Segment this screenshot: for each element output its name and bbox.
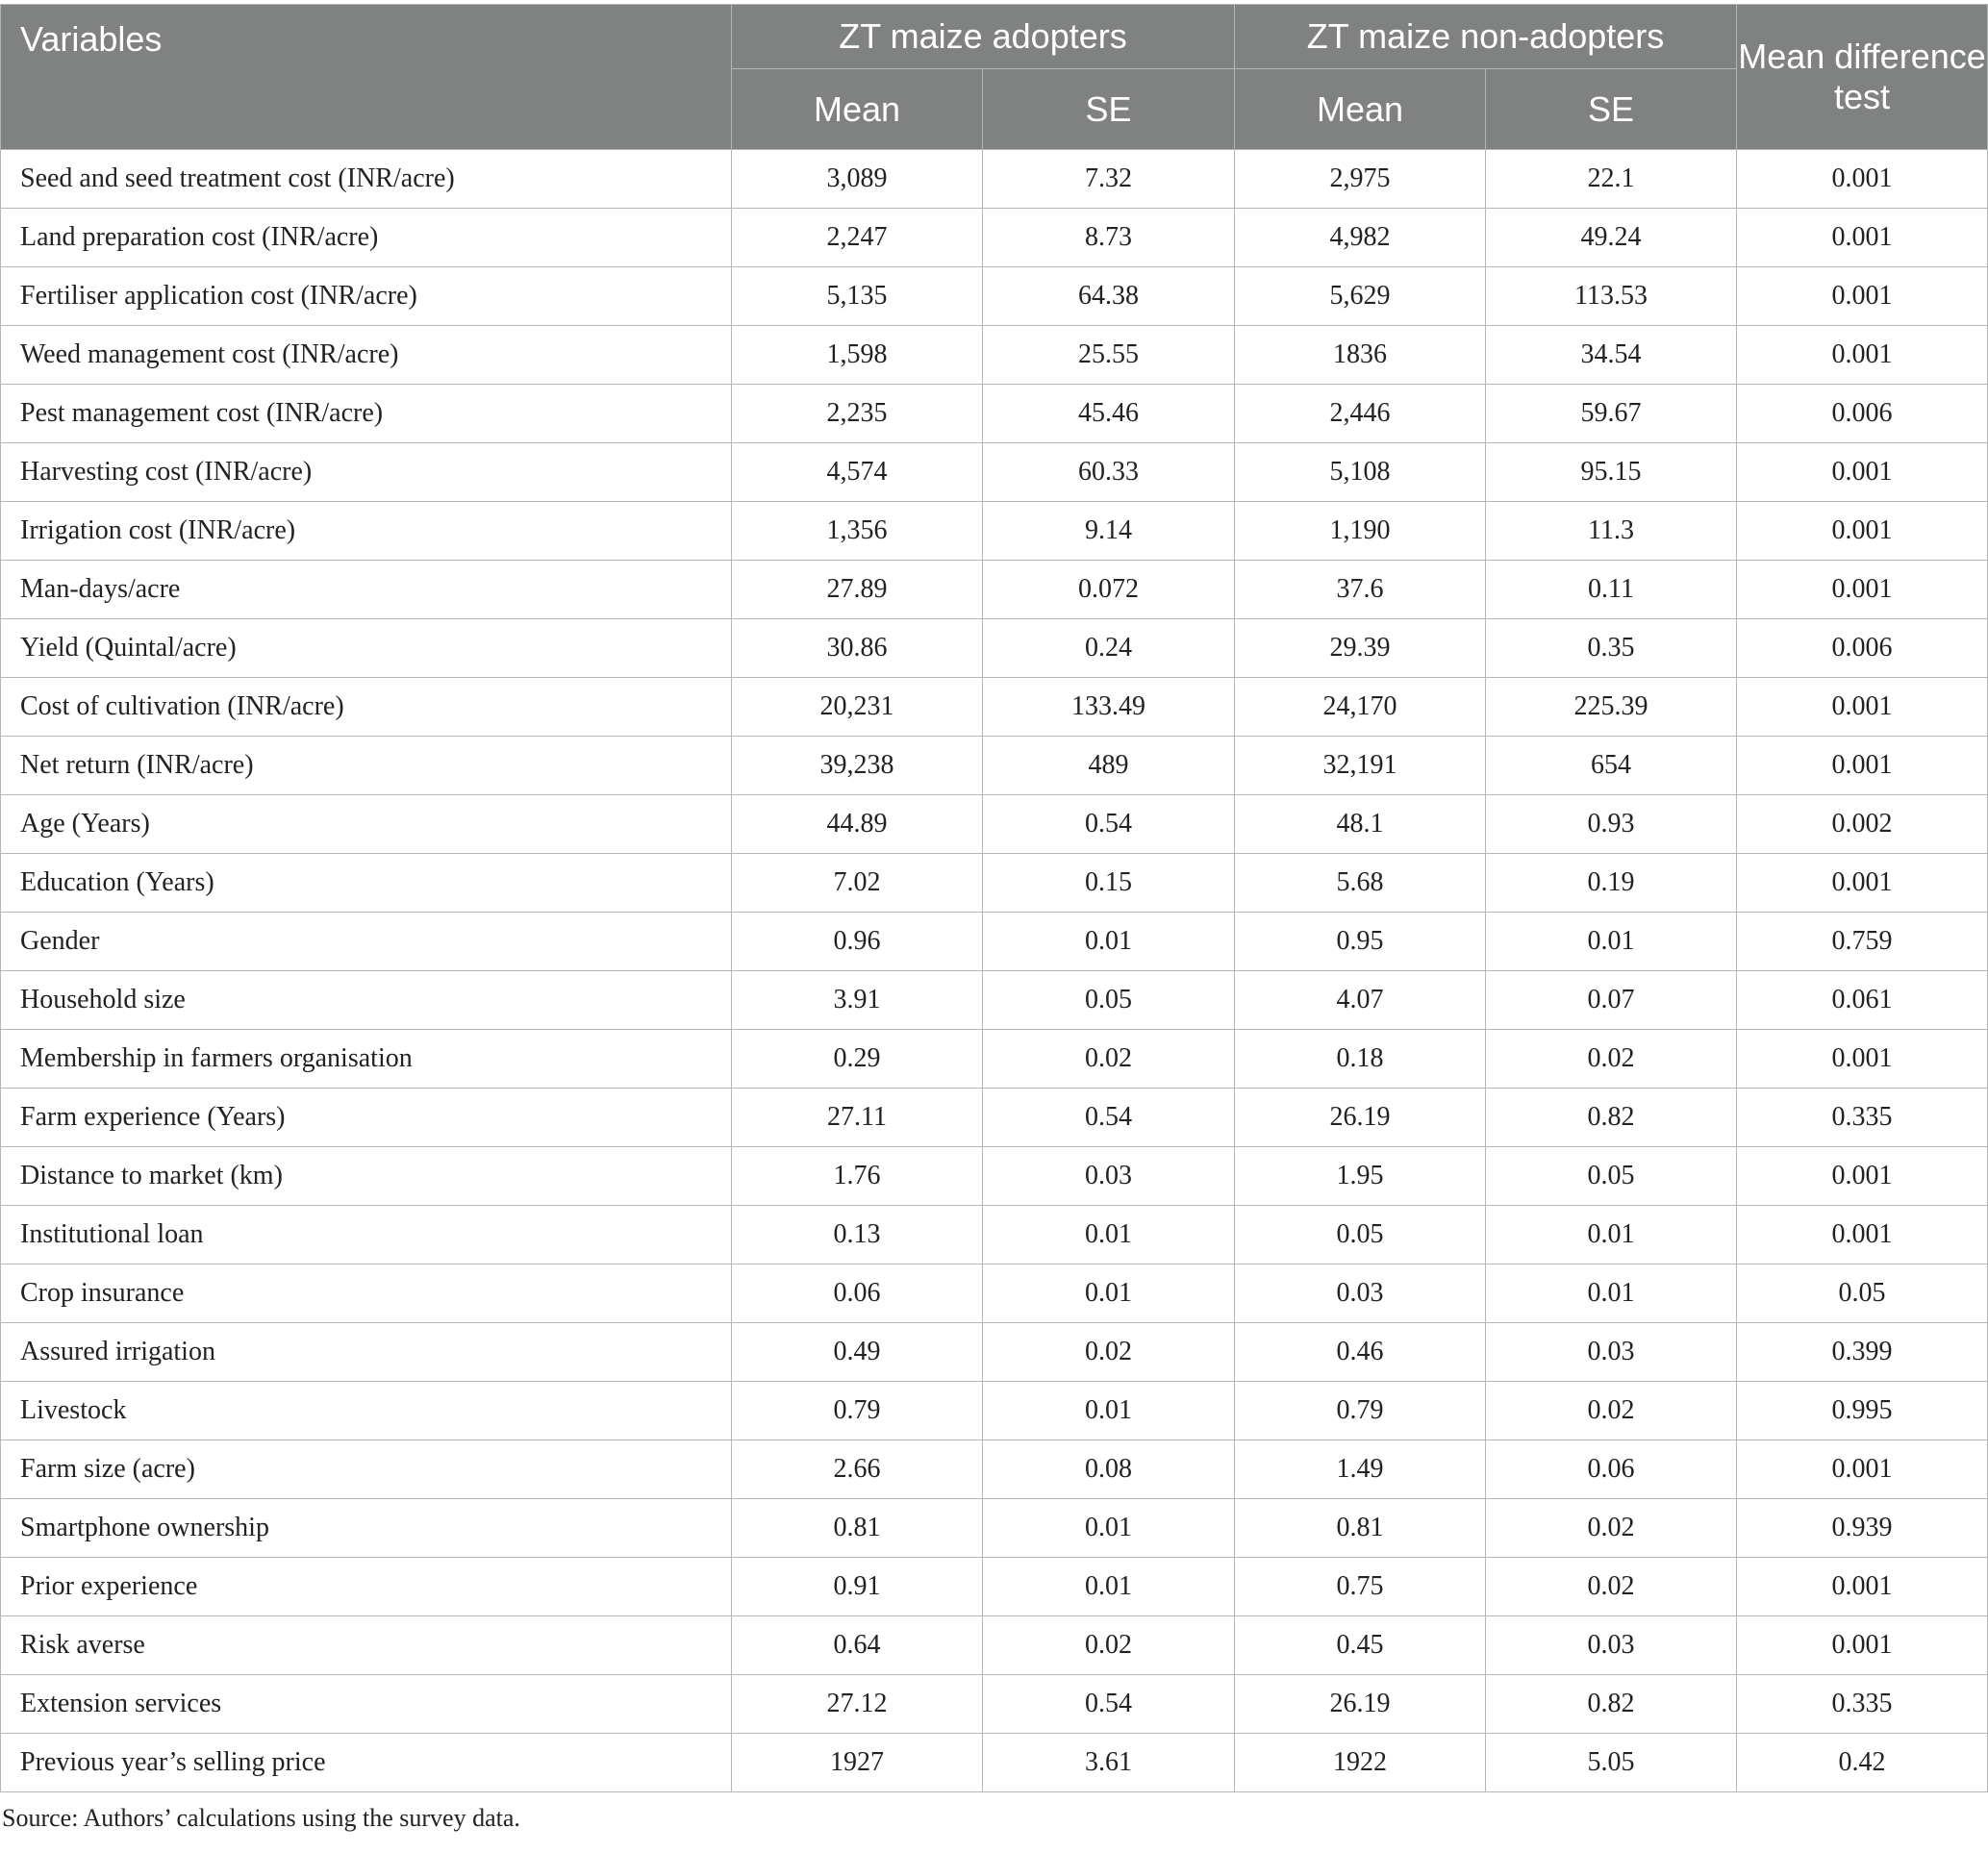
cell-variable: Cost of cultivation (INR/acre) — [1, 678, 732, 737]
cell-non-adopters-mean: 0.75 — [1235, 1558, 1486, 1616]
table-row — [1, 1734, 1988, 1792]
header-adopters-mean: Mean — [732, 69, 983, 150]
table-row — [1, 1206, 1988, 1265]
cell-non-adopters-se: 0.02 — [1486, 1558, 1737, 1616]
source-note: Source: Authors’ calculations using the survey data. — [2, 1804, 520, 1832]
cell-non-adopters-se: 0.02 — [1486, 1382, 1737, 1440]
cell-variable: Yield (Quintal/acre) — [1, 619, 732, 678]
table-row — [1, 1440, 1988, 1499]
cell-adopters-se: 0.01 — [983, 1499, 1235, 1558]
cell-adopters-mean: 30.86 — [732, 619, 983, 678]
cell-non-adopters-se: 0.93 — [1486, 795, 1737, 854]
header-variables: Variables — [1, 5, 732, 150]
cell-non-adopters-mean: 2,975 — [1235, 150, 1486, 209]
header-non-adopters-se: SE — [1486, 69, 1737, 150]
cell-variable: Assured irrigation — [1, 1323, 732, 1382]
cell-adopters-mean: 27.89 — [732, 561, 983, 619]
cell-adopters-mean: 1927 — [732, 1734, 983, 1792]
cell-non-adopters-se: 225.39 — [1486, 678, 1737, 737]
cell-adopters-mean: 2,235 — [732, 385, 983, 443]
cell-adopters-mean: 0.13 — [732, 1206, 983, 1265]
cell-non-adopters-se: 0.01 — [1486, 1206, 1737, 1265]
cell-variable: Age (Years) — [1, 795, 732, 854]
cell-adopters-se: 0.02 — [983, 1616, 1235, 1675]
cell-variable: Fertiliser application cost (INR/acre) — [1, 267, 732, 326]
cell-adopters-mean: 0.81 — [732, 1499, 983, 1558]
table-row — [1, 1147, 1988, 1206]
table-row — [1, 1382, 1988, 1440]
cell-non-adopters-mean: 1,190 — [1235, 502, 1486, 561]
cell-non-adopters-mean: 4.07 — [1235, 971, 1486, 1030]
header-non-adopters: ZT maize non-adopters — [1235, 5, 1737, 69]
cell-non-adopters-se: 0.19 — [1486, 854, 1737, 913]
cell-mean-difference-test: 0.002 — [1737, 795, 1988, 854]
table-body — [1, 150, 1988, 1792]
cell-non-adopters-se: 0.03 — [1486, 1616, 1737, 1675]
cell-non-adopters-mean: 1922 — [1235, 1734, 1486, 1792]
cell-adopters-mean: 27.12 — [732, 1675, 983, 1734]
cell-mean-difference-test: 0.42 — [1737, 1734, 1988, 1792]
table-row — [1, 209, 1988, 267]
cell-adopters-se: 8.73 — [983, 209, 1235, 267]
table-row — [1, 1089, 1988, 1147]
cell-adopters-mean: 0.64 — [732, 1616, 983, 1675]
cell-non-adopters-mean: 1.95 — [1235, 1147, 1486, 1206]
table-row — [1, 913, 1988, 971]
cell-non-adopters-mean: 0.05 — [1235, 1206, 1486, 1265]
cell-adopters-mean: 0.49 — [732, 1323, 983, 1382]
cell-mean-difference-test: 0.759 — [1737, 913, 1988, 971]
cell-mean-difference-test: 0.001 — [1737, 1440, 1988, 1499]
cell-mean-difference-test: 0.001 — [1737, 267, 1988, 326]
cell-adopters-se: 0.54 — [983, 795, 1235, 854]
header-non-adopters-mean: Mean — [1235, 69, 1486, 150]
table-row — [1, 737, 1988, 795]
cell-variable: Irrigation cost (INR/acre) — [1, 502, 732, 561]
cell-adopters-se: 0.02 — [983, 1030, 1235, 1089]
table-row — [1, 1030, 1988, 1089]
cell-non-adopters-se: 59.67 — [1486, 385, 1737, 443]
cell-mean-difference-test: 0.001 — [1737, 854, 1988, 913]
table-row — [1, 854, 1988, 913]
cell-variable: Livestock — [1, 1382, 732, 1440]
cell-variable: Harvesting cost (INR/acre) — [1, 443, 732, 502]
cell-non-adopters-mean: 0.03 — [1235, 1265, 1486, 1323]
cell-non-adopters-se: 0.01 — [1486, 1265, 1737, 1323]
cell-adopters-se: 45.46 — [983, 385, 1235, 443]
cell-non-adopters-mean: 4,982 — [1235, 209, 1486, 267]
cell-non-adopters-se: 0.03 — [1486, 1323, 1737, 1382]
cell-adopters-se: 25.55 — [983, 326, 1235, 385]
cell-adopters-se: 60.33 — [983, 443, 1235, 502]
cell-variable: Extension services — [1, 1675, 732, 1734]
cell-mean-difference-test: 0.001 — [1737, 1206, 1988, 1265]
cell-non-adopters-mean: 5,629 — [1235, 267, 1486, 326]
cell-mean-difference-test: 0.001 — [1737, 502, 1988, 561]
table-row — [1, 1675, 1988, 1734]
cell-adopters-se: 0.03 — [983, 1147, 1235, 1206]
cell-variable: Weed management cost (INR/acre) — [1, 326, 732, 385]
table-row — [1, 561, 1988, 619]
cell-non-adopters-mean: 0.45 — [1235, 1616, 1486, 1675]
table-row — [1, 385, 1988, 443]
table-row — [1, 267, 1988, 326]
cell-adopters-se: 3.61 — [983, 1734, 1235, 1792]
cell-adopters-mean: 1.76 — [732, 1147, 983, 1206]
cell-non-adopters-mean: 0.18 — [1235, 1030, 1486, 1089]
cell-adopters-mean: 2,247 — [732, 209, 983, 267]
summary-statistics-table — [0, 4, 1988, 1792]
cell-non-adopters-mean: 48.1 — [1235, 795, 1486, 854]
cell-variable: Net return (INR/acre) — [1, 737, 732, 795]
table-row — [1, 678, 1988, 737]
cell-adopters-mean: 2.66 — [732, 1440, 983, 1499]
table-row — [1, 150, 1988, 209]
cell-variable: Crop insurance — [1, 1265, 732, 1323]
cell-adopters-se: 0.15 — [983, 854, 1235, 913]
cell-adopters-mean: 4,574 — [732, 443, 983, 502]
cell-non-adopters-se: 654 — [1486, 737, 1737, 795]
cell-non-adopters-se: 0.02 — [1486, 1499, 1737, 1558]
cell-adopters-se: 7.32 — [983, 150, 1235, 209]
cell-mean-difference-test: 0.001 — [1737, 443, 1988, 502]
cell-adopters-se: 0.01 — [983, 1382, 1235, 1440]
cell-adopters-mean: 7.02 — [732, 854, 983, 913]
cell-adopters-se: 0.01 — [983, 913, 1235, 971]
table-container — [0, 4, 1988, 1833]
cell-variable: Membership in farmers organisation — [1, 1030, 732, 1089]
cell-mean-difference-test: 0.001 — [1737, 561, 1988, 619]
cell-variable: Land preparation cost (INR/acre) — [1, 209, 732, 267]
cell-variable: Prior experience — [1, 1558, 732, 1616]
header-mean-difference-test: Mean difference test — [1737, 5, 1988, 150]
table-row — [1, 795, 1988, 854]
table-row — [1, 971, 1988, 1030]
cell-adopters-mean: 0.96 — [732, 913, 983, 971]
cell-variable: Pest management cost (INR/acre) — [1, 385, 732, 443]
cell-variable: Distance to market (km) — [1, 1147, 732, 1206]
cell-mean-difference-test: 0.001 — [1737, 1616, 1988, 1675]
table-row — [1, 619, 1988, 678]
cell-non-adopters-se: 0.82 — [1486, 1089, 1737, 1147]
cell-adopters-se: 0.05 — [983, 971, 1235, 1030]
cell-mean-difference-test: 0.001 — [1737, 737, 1988, 795]
cell-adopters-mean: 20,231 — [732, 678, 983, 737]
cell-mean-difference-test: 0.001 — [1737, 326, 1988, 385]
cell-mean-difference-test: 0.001 — [1737, 150, 1988, 209]
cell-adopters-se: 0.24 — [983, 619, 1235, 678]
cell-mean-difference-test: 0.939 — [1737, 1499, 1988, 1558]
cell-non-adopters-mean: 0.46 — [1235, 1323, 1486, 1382]
cell-non-adopters-mean: 32,191 — [1235, 737, 1486, 795]
cell-variable: Man-days/acre — [1, 561, 732, 619]
table-row — [1, 443, 1988, 502]
cell-variable: Previous year’s selling price — [1, 1734, 732, 1792]
cell-adopters-se: 0.54 — [983, 1675, 1235, 1734]
cell-adopters-se: 0.072 — [983, 561, 1235, 619]
cell-mean-difference-test: 0.001 — [1737, 1030, 1988, 1089]
cell-adopters-se: 64.38 — [983, 267, 1235, 326]
cell-variable: Risk averse — [1, 1616, 732, 1675]
cell-non-adopters-se: 11.3 — [1486, 502, 1737, 561]
cell-mean-difference-test: 0.335 — [1737, 1675, 1988, 1734]
cell-non-adopters-se: 0.82 — [1486, 1675, 1737, 1734]
cell-variable: Smartphone ownership — [1, 1499, 732, 1558]
cell-adopters-se: 9.14 — [983, 502, 1235, 561]
cell-adopters-se: 0.08 — [983, 1440, 1235, 1499]
table-row — [1, 326, 1988, 385]
cell-adopters-se: 133.49 — [983, 678, 1235, 737]
cell-adopters-mean: 44.89 — [732, 795, 983, 854]
cell-mean-difference-test: 0.001 — [1737, 209, 1988, 267]
cell-non-adopters-se: 95.15 — [1486, 443, 1737, 502]
cell-adopters-mean: 0.79 — [732, 1382, 983, 1440]
table-row — [1, 1499, 1988, 1558]
table-row — [1, 1558, 1988, 1616]
cell-adopters-mean: 27.11 — [732, 1089, 983, 1147]
cell-variable: Gender — [1, 913, 732, 971]
cell-mean-difference-test: 0.006 — [1737, 385, 1988, 443]
cell-non-adopters-se: 0.06 — [1486, 1440, 1737, 1499]
cell-variable: Farm experience (Years) — [1, 1089, 732, 1147]
table-row — [1, 1265, 1988, 1323]
header-adopters-se: SE — [983, 69, 1235, 150]
table-row — [1, 1616, 1988, 1675]
cell-non-adopters-se: 113.53 — [1486, 267, 1737, 326]
cell-mean-difference-test: 0.061 — [1737, 971, 1988, 1030]
cell-non-adopters-mean: 5,108 — [1235, 443, 1486, 502]
cell-adopters-mean: 1,598 — [732, 326, 983, 385]
cell-mean-difference-test: 0.006 — [1737, 619, 1988, 678]
cell-adopters-mean: 0.29 — [732, 1030, 983, 1089]
cell-adopters-mean: 3,089 — [732, 150, 983, 209]
cell-non-adopters-mean: 0.79 — [1235, 1382, 1486, 1440]
cell-non-adopters-se: 34.54 — [1486, 326, 1737, 385]
cell-variable: Institutional loan — [1, 1206, 732, 1265]
cell-non-adopters-se: 5.05 — [1486, 1734, 1737, 1792]
cell-mean-difference-test: 0.995 — [1737, 1382, 1988, 1440]
cell-non-adopters-mean: 24,170 — [1235, 678, 1486, 737]
cell-variable: Farm size (acre) — [1, 1440, 732, 1499]
cell-variable: Seed and seed treatment cost (INR/acre) — [1, 150, 732, 209]
table-header — [1, 5, 1988, 150]
cell-mean-difference-test: 0.001 — [1737, 1147, 1988, 1206]
cell-adopters-mean: 0.91 — [732, 1558, 983, 1616]
cell-mean-difference-test: 0.05 — [1737, 1265, 1988, 1323]
cell-mean-difference-test: 0.001 — [1737, 678, 1988, 737]
cell-adopters-mean: 3.91 — [732, 971, 983, 1030]
cell-adopters-mean: 1,356 — [732, 502, 983, 561]
cell-mean-difference-test: 0.335 — [1737, 1089, 1988, 1147]
cell-non-adopters-se: 0.05 — [1486, 1147, 1737, 1206]
cell-adopters-se: 0.01 — [983, 1206, 1235, 1265]
cell-variable: Education (Years) — [1, 854, 732, 913]
cell-non-adopters-mean: 37.6 — [1235, 561, 1486, 619]
cell-non-adopters-se: 0.01 — [1486, 913, 1737, 971]
cell-non-adopters-se: 22.1 — [1486, 150, 1737, 209]
cell-mean-difference-test: 0.001 — [1737, 1558, 1988, 1616]
cell-adopters-mean: 39,238 — [732, 737, 983, 795]
cell-adopters-mean: 5,135 — [732, 267, 983, 326]
cell-adopters-se: 0.01 — [983, 1265, 1235, 1323]
cell-non-adopters-mean: 1.49 — [1235, 1440, 1486, 1499]
table-row — [1, 1323, 1988, 1382]
cell-non-adopters-mean: 29.39 — [1235, 619, 1486, 678]
cell-adopters-se: 0.54 — [983, 1089, 1235, 1147]
cell-non-adopters-mean: 26.19 — [1235, 1089, 1486, 1147]
cell-non-adopters-mean: 2,446 — [1235, 385, 1486, 443]
cell-non-adopters-mean: 26.19 — [1235, 1675, 1486, 1734]
cell-non-adopters-mean: 5.68 — [1235, 854, 1486, 913]
header-adopters: ZT maize adopters — [732, 5, 1235, 69]
cell-non-adopters-se: 0.35 — [1486, 619, 1737, 678]
cell-non-adopters-mean: 0.95 — [1235, 913, 1486, 971]
cell-adopters-se: 489 — [983, 737, 1235, 795]
cell-non-adopters-mean: 1836 — [1235, 326, 1486, 385]
cell-adopters-se: 0.01 — [983, 1558, 1235, 1616]
cell-adopters-mean: 0.06 — [732, 1265, 983, 1323]
cell-mean-difference-test: 0.399 — [1737, 1323, 1988, 1382]
cell-adopters-se: 0.02 — [983, 1323, 1235, 1382]
table-row — [1, 502, 1988, 561]
cell-variable: Household size — [1, 971, 732, 1030]
cell-non-adopters-se: 49.24 — [1486, 209, 1737, 267]
cell-non-adopters-se: 0.07 — [1486, 971, 1737, 1030]
cell-non-adopters-se: 0.02 — [1486, 1030, 1737, 1089]
cell-non-adopters-se: 0.11 — [1486, 561, 1737, 619]
cell-non-adopters-mean: 0.81 — [1235, 1499, 1486, 1558]
